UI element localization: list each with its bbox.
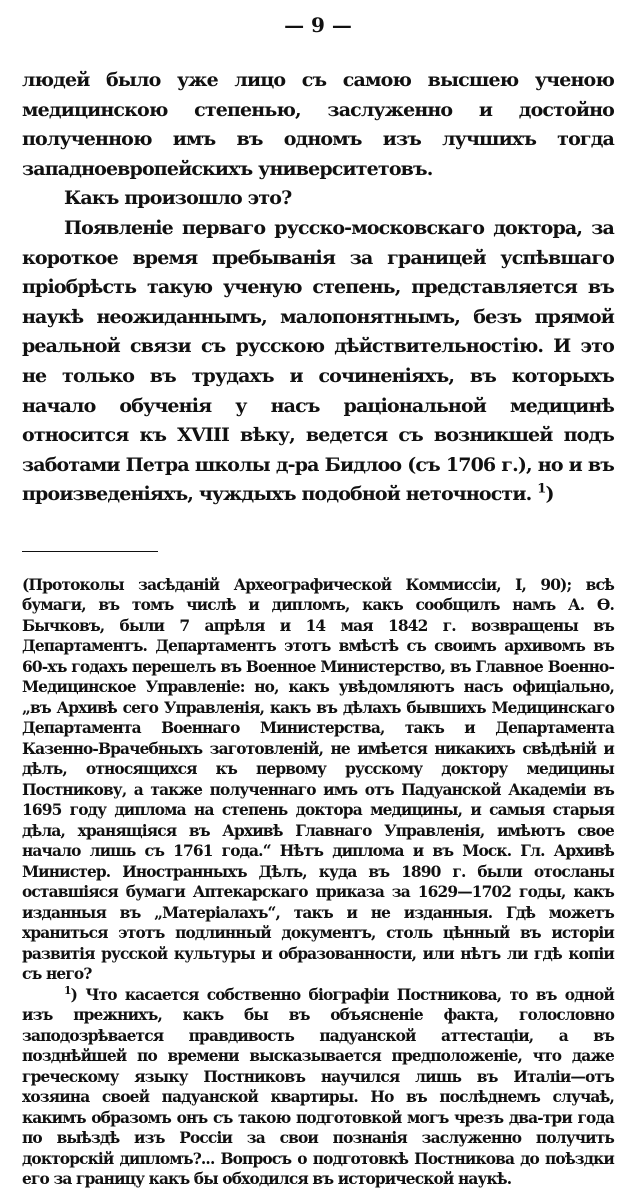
- footnotes: [22, 575, 614, 1190]
- footnote-ref-close: ): [545, 483, 554, 506]
- footnote-divider: [22, 551, 158, 552]
- footnote-ref-1: 1: [537, 481, 546, 497]
- footnote-1-text: Что касается собственно біографіи Постникова, то въ одной изъ прежнихъ, какъ бы въ объясненіе факта, голословно заподозрѣвается правдивость падуанской аттестаціи, а въ позднѣйшей по времени высказывается предположеніе, что даже греческому языку Постниковъ научился лишь въ Италіи—отъ хозяина своей падуанской квартиры. Но въ послѣднемъ случаѣ, какимъ образомъ онъ съ такою подготовкой могъ чрезъ два-три года по выѣздѣ изъ Россіи за свои познанія заслуженно получить докторскій дипломъ?... Вопросъ о подготовкѣ Постникова до поѣздки его за границу какъ бы обходился въ исторической наукѣ.: [22, 985, 614, 1189]
- main-text: [22, 66, 614, 510]
- page: [22, 10, 614, 1190]
- footnote-1-marker-close: ): [70, 985, 78, 1004]
- paragraph-3: [22, 214, 614, 510]
- paragraph-1: людей было уже лицо съ самою высшею ученою медицинскою степенью, заслуженно и достойно полученною имъ въ одномъ изъ лучшихъ тогда западноевропейскихъ университетовъ.: [22, 69, 614, 180]
- footnote-continuation: (Протоколы засѣданій Археографической Коммиссіи, I, 90); всѣ бумаги, въ томъ числѣ и дипломъ, какъ сообщилъ намъ А. Ө. Бычковъ, были 7 апрѣля и 14 мая 1842 г. возвращены въ Департаментъ. Департаментъ этотъ вмѣстѣ съ своимъ архивомъ въ 60-хъ годахъ перешелъ въ Военное Министерство, въ Главное Военно-Медицинское Управленіе: но, какъ увѣдомляютъ насъ офиціально, „въ Архивѣ сего Управленія, какъ въ дѣлахъ бывшихъ Медицинскаго Департамента Военнаго Министерства, такъ и Департамента Казенно-Врачебныхъ заготовленій, не имѣется никакихъ свѣдѣній и дѣлъ, относящихся къ первому русскому доктору медицины Постникову, а также полученнаго имъ отъ Падуанской Академіи въ 1695 году диплома на степень доктора медицины, и самыя старыя дѣла, хранящіяся въ Архивѣ Главнаго Управленія, имѣютъ свое начало лишь съ 1761 года.“ Нѣтъ диплома и въ Моск. Гл. Архивѣ Министер. Иностранныхъ Дѣлъ, куда въ 1890 г. были отосланы оставшіяся бумаги Аптекарскаго приказа за 1629—1702 годы, какъ изданныя въ „Матеріалахъ“, такъ и не изданныя. Гдѣ можетъ храниться этотъ подлинный документъ, столь цѣнный въ исторіи развитія русской культуры и образованности, или нѣтъ ли гдѣ копіи съ него?: [22, 575, 614, 984]
- footnote-1: [22, 985, 614, 1190]
- page-number: — 9 —: [284, 13, 352, 37]
- paragraph-3-text: Появленіе перваго русско-московскаго доктора, за короткое время пребыванія за границей успѣвшаго пріобрѣсть такую ученую степень, представляется въ наукѣ неожиданнымъ, малопонятнымъ, безъ прямой реальной связи съ русскою дѣйствительностію. И это не только въ трудахъ и сочиненіяхъ, въ которыхъ начало обученія у насъ раціональной медицинѣ относится къ XVIII вѣку, ведется съ возникшей подъ заботами Петра школы д-ра Бидлоо (съ 1706 г.), но и въ произведеніяхъ, чуждыхъ подобной неточности.: [22, 216, 614, 506]
- footnote-1-marker: 1: [64, 983, 71, 997]
- paragraph-2: Какъ произошло это?: [64, 187, 292, 210]
